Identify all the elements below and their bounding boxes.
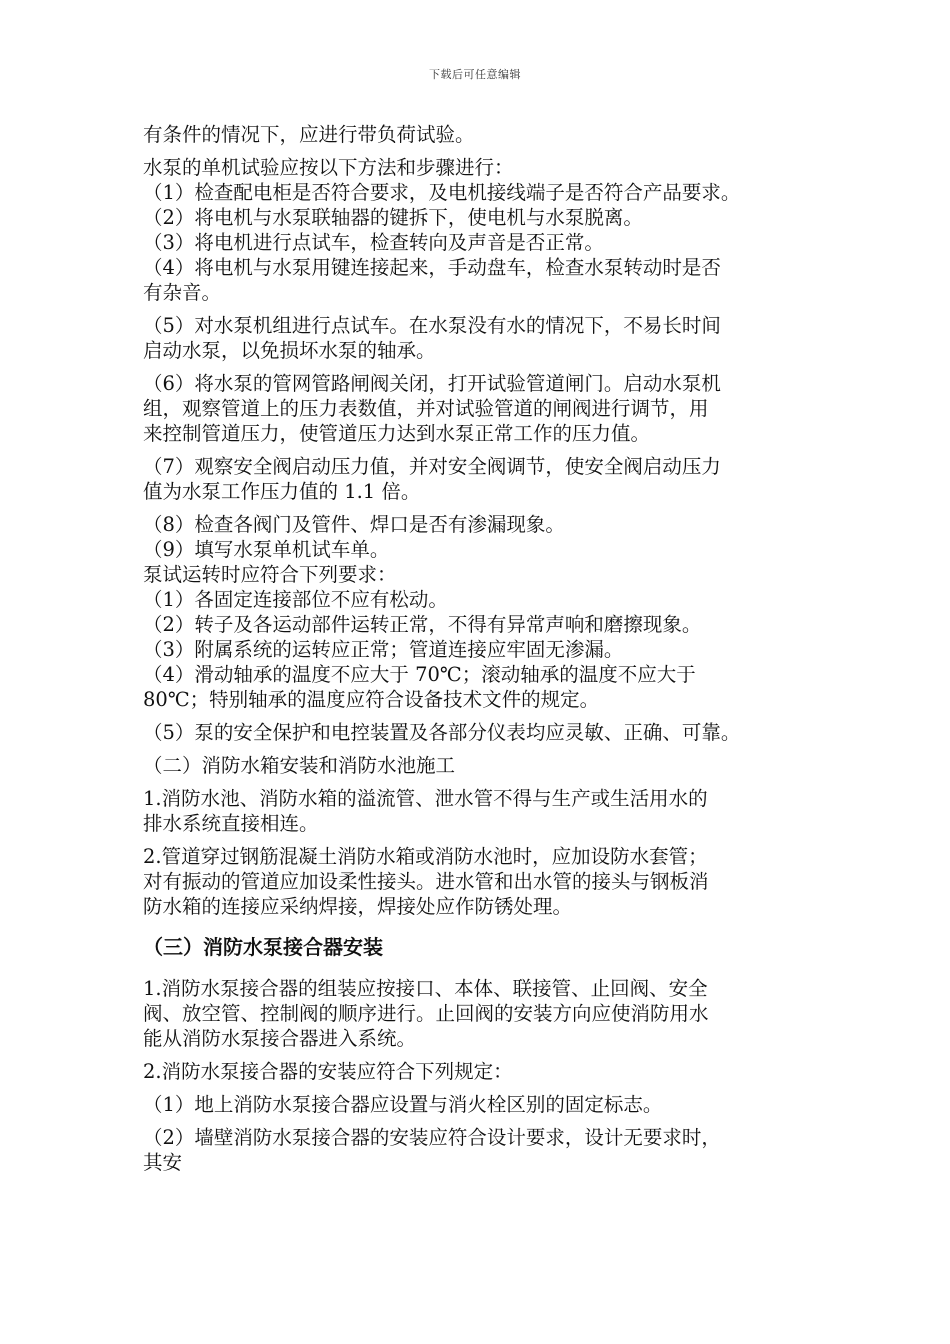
text-line: （8）检查各阀门及管件、焊口是否有渗漏现象。 [143,513,565,536]
text-line: 1.消防水池、消防水箱的溢流管、泄水管不得与生产或生活用水的 [143,787,708,810]
section-heading: （二）消防水箱安装和消防水池施工 [143,754,456,777]
text-line: （2）将电机与水泵联轴器的键拆下，使电机与水泵脱离。 [143,206,643,229]
text-line: （1）地上消防水泵接合器应设置与消火栓区别的固定标志。 [143,1093,663,1116]
section-heading: （三）消防水泵接合器安装 [143,935,383,959]
text-line: （2）墙壁消防水泵接合器的安装应符合设计要求，设计无要求时， [143,1126,721,1149]
page-header-note: 下载后可任意编辑 [429,68,521,81]
text-line: 来控制管道压力，使管道压力达到水泵正常工作的压力值。 [143,422,651,445]
text-line: 1.消防水泵接合器的组装应按接口、本体、联接管、止回阀、安全 [143,977,708,1000]
text-line: （7）观察安全阀启动压力值，并对安全阀调节，使安全阀启动压力 [143,455,721,478]
text-line: 排水系统直接相连。 [143,812,319,835]
text-line: 其安 [143,1151,183,1174]
text-line: 启动水泵，以免损坏水泵的轴承。 [143,339,436,362]
text-line: 组，观察管道上的压力表数值，并对试验管道的闸阀进行调节，用 [143,397,709,420]
text-line: （5）对水泵机组进行点试车。在水泵没有水的情况下，不易长时间 [143,314,721,337]
text-line: （2）转子及各运动部件运转正常，不得有异常声响和磨擦现象。 [143,613,702,636]
text-line: （1）检查配电柜是否符合要求，及电机接线端子是否符合产品要求。 [143,181,741,204]
text-line: （3）附属系统的运转应正常；管道连接应牢固无渗漏。 [143,638,624,661]
text-line: （9）填写水泵单机试车单。 [143,538,390,561]
text-line: 2.管道穿过钢筋混凝土消防水箱或消防水池时，应加设防水套管； [143,845,708,868]
text-line: 有条件的情况下，应进行带负荷试验。 [143,123,475,146]
text-line: （6）将水泵的管网管路闸阀关闭，打开试验管道闸门。启动水泵机 [143,372,721,395]
text-line: （4）将电机与水泵用键连接起来，手动盘车，检查水泵转动时是否 [143,256,721,279]
text-line: 值为水泵工作压力值的 1.1 倍。 [143,480,421,503]
text-line: 防水箱的连接应采纳焊接，焊接处应作防锈处理。 [143,895,573,918]
text-line: 水泵的单机试验应按以下方法和步骤进行： [143,156,514,179]
text-line: 对有振动的管道应加设柔性接头。进水管和出水管的接头与钢板消 [143,870,709,893]
text-line: 80℃；特别轴承的温度应符合设备技术文件的规定。 [143,688,600,711]
text-line: 2.消防水泵接合器的安装应符合下列规定： [143,1060,513,1083]
text-line: 泵试运转时应符合下列要求： [143,563,397,586]
text-line: （1）各固定连接部位不应有松动。 [143,588,448,611]
document-body [143,122,823,1175]
text-line: 有杂音。 [143,281,222,304]
text-line: 能从消防水泵接合器进入系统。 [143,1027,417,1050]
text-line: 阀、放空管、控制阀的顺序进行。止回阀的安装方向应使消防用水 [143,1002,709,1025]
text-line: （5）泵的安全保护和电控装置及各部分仪表均应灵敏、正确、可靠。 [143,721,741,744]
text-line: （4）滑动轴承的温度不应大于 70℃；滚动轴承的温度不应大于 [143,663,696,686]
text-line: （3）将电机进行点试车，检查转向及声音是否正常。 [143,231,604,254]
